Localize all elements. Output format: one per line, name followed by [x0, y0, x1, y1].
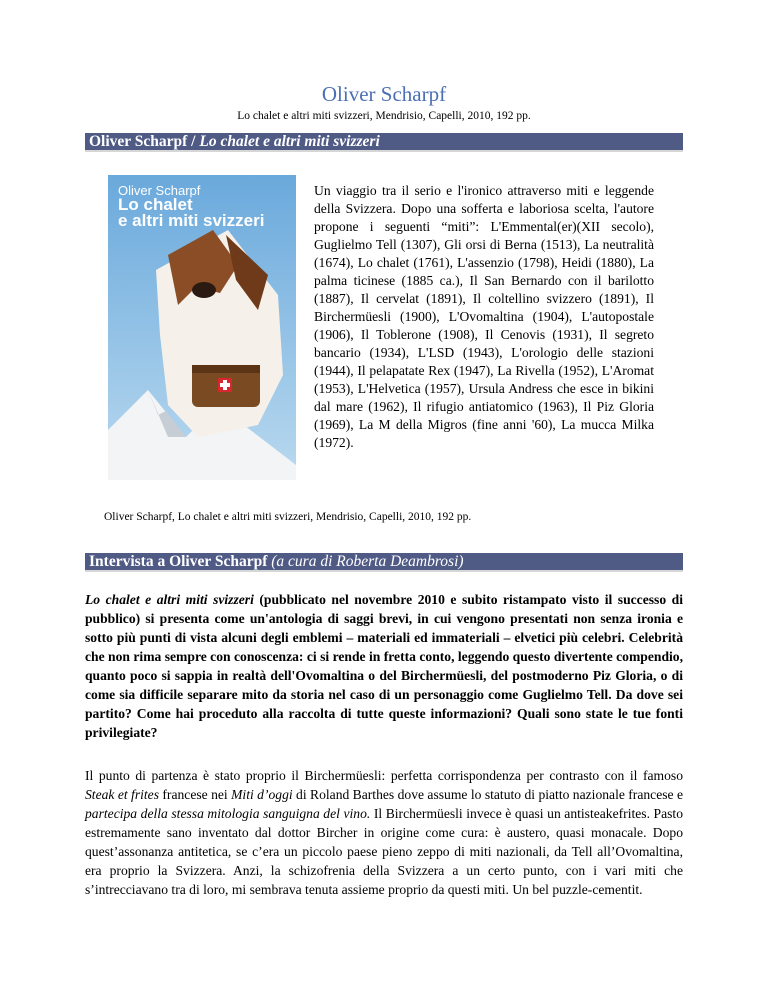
answer-text-2: francese nei [159, 787, 232, 802]
answer-emphasis-3: partecipa della stessa mitologia sanguigna del vino. [85, 806, 371, 821]
question-book-title: Lo chalet e altri miti svizzeri [85, 592, 254, 607]
interview-answer [85, 766, 683, 899]
book-description: Un viaggio tra il serio e l'ironico attraverso miti e leggende della Svizzera. Dopo una sofferta e laboriosa scelta, l'autore propone i seguenti “miti”: L'Emmental(er)(XII secolo), Guglielmo Tell (1307), Gli orsi di Berna (1513), La neutralità (1674), Lo chalet (1761), L'assenzio (1798), Heidi (1880), La palma ticinese (1885 ca.), Il San Bernardo con il barilotto (1887), Il cervelat (1891), Il coltellino svizzero (1891), Il Birchermüesli (1900), L'Ovomaltina (1904), L'autopostale (1906), Il Toblerone (1908), Il Cenovis (1931), Il segreto bancario (1934), L'LSD (1943), L'orologio delle stazioni (1944), Il pelapatate Rex (1947), La Rivella (1952), L'Aromat (1953), L'Helvetica (1957), Ursula Andress che esce in bikini dal mare (1962), Il rifugio antiatomico (1963), Il Piz Gloria (1969), La M della Migros (fine anni '60), La mucca Milka (1972). [314, 183, 654, 450]
document-subtitle: Lo chalet e altri miti svizzeri, Mendrisio, Capelli, 2010, 192 pp. [237, 110, 531, 122]
cover-title-line-2: e altri miti svizzeri [118, 211, 265, 230]
cover-title-line-1: Lo chalet [118, 195, 193, 214]
section-bar-interview [85, 553, 683, 572]
book-caption: Oliver Scharpf, Lo chalet e altri miti svizzeri, Mendrisio, Capelli, 2010, 192 pp. [104, 511, 472, 523]
section-bar-book [85, 133, 683, 152]
document-title: Oliver Scharpf [321, 82, 447, 106]
cover-title [118, 197, 264, 229]
interview-question [85, 590, 683, 742]
book-cover-image [108, 175, 296, 480]
bar-author: Oliver Scharpf / [89, 133, 200, 150]
answer-text-1: Il punto di partenza è stato proprio il Birchermüesli: perfetta corrispondenza per contrasto con il famoso [85, 768, 683, 783]
section-bar-book-text [89, 133, 380, 150]
answer-text-4: Il Birchermüesli invece è quasi un antisteakefrites. Pasto estremamente sano inventato dal dottor Bircher in origine come cura: è austero, quasi monacale. Dopo quest’assonanza antitetica, se c’era un piccolo paese pieno zeppo di miti nazionali, da Tell all’Ovomaltina, era proprio la Svizzera. Anzi, la schizofrenia della Svizzera a un certo punto, con i vari miti che s’intrecciavano tra di loro, mi sembrava tenuta assieme proprio da questi miti. Un bel puzzle-cementit. [85, 806, 683, 897]
answer-emphasis-1: Steak et frites [85, 787, 159, 802]
cover-author: Oliver Scharpf [118, 183, 201, 198]
section-bar-interview-text [89, 553, 464, 570]
bar-interview-title: Intervista a Oliver Scharpf [89, 553, 272, 570]
bar-book-title: Lo chalet e altri miti svizzeri [199, 133, 380, 150]
answer-text-3: di Roland Barthes dove assume lo statuto di piatto nazionale francese e [292, 787, 683, 802]
bar-interview-credit: (a cura di Roberta Deambrosi) [271, 553, 464, 570]
answer-emphasis-2: Miti d’oggi [231, 787, 293, 802]
question-text: (pubblicato nel novembre 2010 e subito ristampato visto il successo di pubblico) si presenta come un'antologia di saggi brevi, in cui vengono presentati non senza ironia e sotto più punti di vista alcuni degli emblemi – materiali ed immateriali – elvetici più celebri. Celebrità che non rima sempre con conoscenza: ci si rende in fretta conto, leggendo questo divertente compendio, quanto poco si sappia in realtà dell'Ovomaltina o del Birchermüesli, del postmoderno Piz Gloria, o di come sia difficile separare mito da storia nel caso di un personaggio come Guglielmo Tell. Da dove sei partito? Come hai proceduto alla raccolta di tutte queste informazioni? Quali sono state le tue fonti privilegiate? [85, 592, 683, 740]
